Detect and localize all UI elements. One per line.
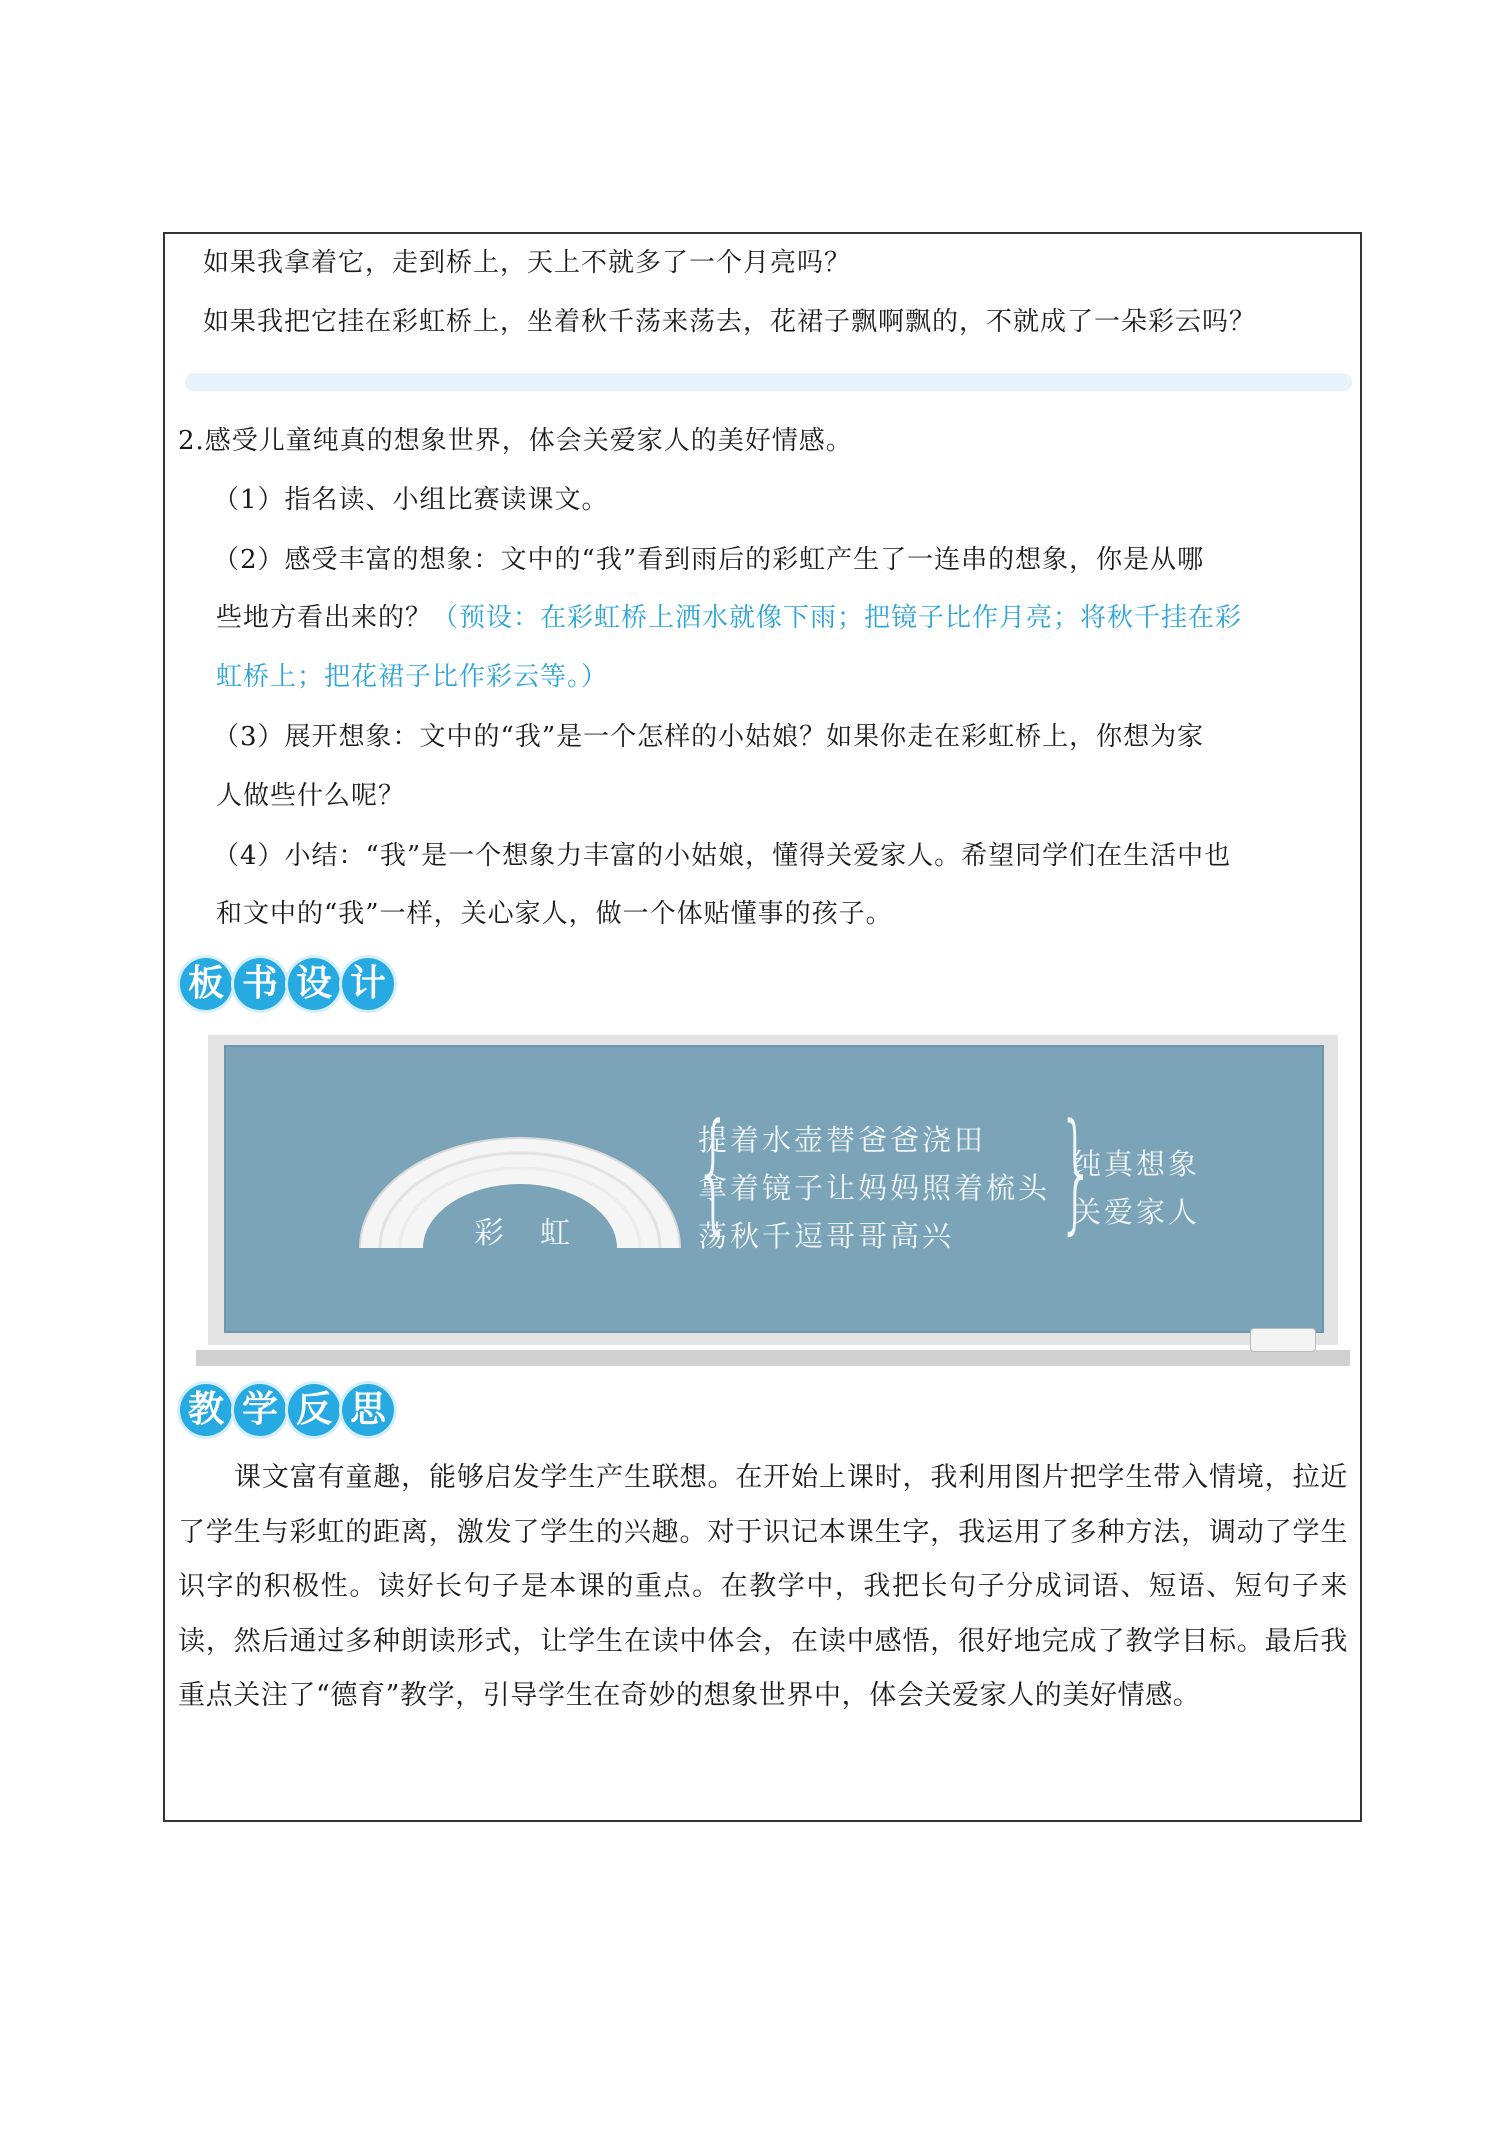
divider-strip (185, 373, 1352, 391)
title-char: 教 (180, 1384, 232, 1436)
title-char: 板 (180, 958, 232, 1010)
rainbow-label: 彩 虹 (474, 1216, 573, 1251)
text-line: 和文中的“我”一样，关心家人，做一个体贴懂事的孩子。 (216, 899, 893, 929)
board-item: 纯真想象 (1072, 1147, 1201, 1181)
board-item: 荡秋千逗哥哥高兴 (698, 1219, 955, 1253)
title-char: 思 (342, 1384, 394, 1436)
teaching-reflection-title (180, 1384, 394, 1436)
title-char: 设 (288, 958, 340, 1010)
text-line: （4）小结：“我”是一个想象力丰富的小姑娘，懂得关爱家人。希望同学们在生活中也 (213, 841, 1232, 871)
board-item: 提着水壶替爸爸浇田 (698, 1123, 987, 1157)
text-line: （2）感受丰富的想象：文中的“我”看到雨后的彩虹产生了一连串的想象，你是从哪 (213, 545, 1205, 575)
text-highlight: （预设：在彩虹桥上洒水就像下雨；把镜子比作月亮；将秋千挂在彩 (432, 603, 1243, 633)
title-char: 学 (234, 1384, 286, 1436)
text-highlight: 虹桥上；把花裙子比作彩云等。） (216, 662, 609, 692)
text-line: 如果我拿着它，走到桥上，天上不就多了一个月亮吗？ (203, 248, 852, 278)
title-char: 计 (342, 958, 394, 1010)
text-line (216, 598, 1242, 638)
text-line: （3）展开想象：文中的“我”是一个怎样的小姑娘？如果你走在彩虹桥上，你想为家 (213, 722, 1205, 752)
section-heading: 2.感受儿童纯真的想象世界，体会关爱家人的美好情感。 (178, 426, 853, 456)
text-line: 人做些什么呢？ (216, 781, 406, 811)
text-line: （1）指名读、小组比赛读课文。 (213, 485, 609, 515)
text-line: 如果我把它挂在彩虹桥上，坐着秋千荡来荡去，花裙子飘啊飘的，不就成了一朵彩云吗？ (203, 307, 1257, 337)
title-char: 书 (234, 958, 286, 1010)
reflection-paragraph: 课文富有童趣，能够启发学生产生联想。在开始上课时，我利用图片把学生带入情境，拉近了学生与彩虹的距离，激发了学生的兴趣。对于识记本课生字，我运用了多种方法，调动了学生识字的积极性。读好长句子是本课的重点。在教学中，我把长句子分成词语、短语、短句子来读，然后通过多种朗读形式，让学生在读中体会，在读中感悟，很好地完成了教学目标。最后我重点关注了“德育”教学，引导学生在奇妙的想象世界中，体会关爱家人的美好情感。 (178, 1462, 1348, 1711)
board-design-title (180, 958, 394, 1010)
title-char: 反 (288, 1384, 340, 1436)
board-item: 拿着镜子让妈妈照着梳头 (698, 1171, 1051, 1205)
blackboard-ledge (196, 1350, 1350, 1366)
right-brace: } (1057, 1095, 1095, 1247)
board-item: 关爱家人 (1072, 1195, 1201, 1229)
left-brace: { (694, 1095, 732, 1247)
eraser-icon (1250, 1328, 1316, 1352)
text-plain: 些地方看出来的？ (216, 603, 433, 633)
